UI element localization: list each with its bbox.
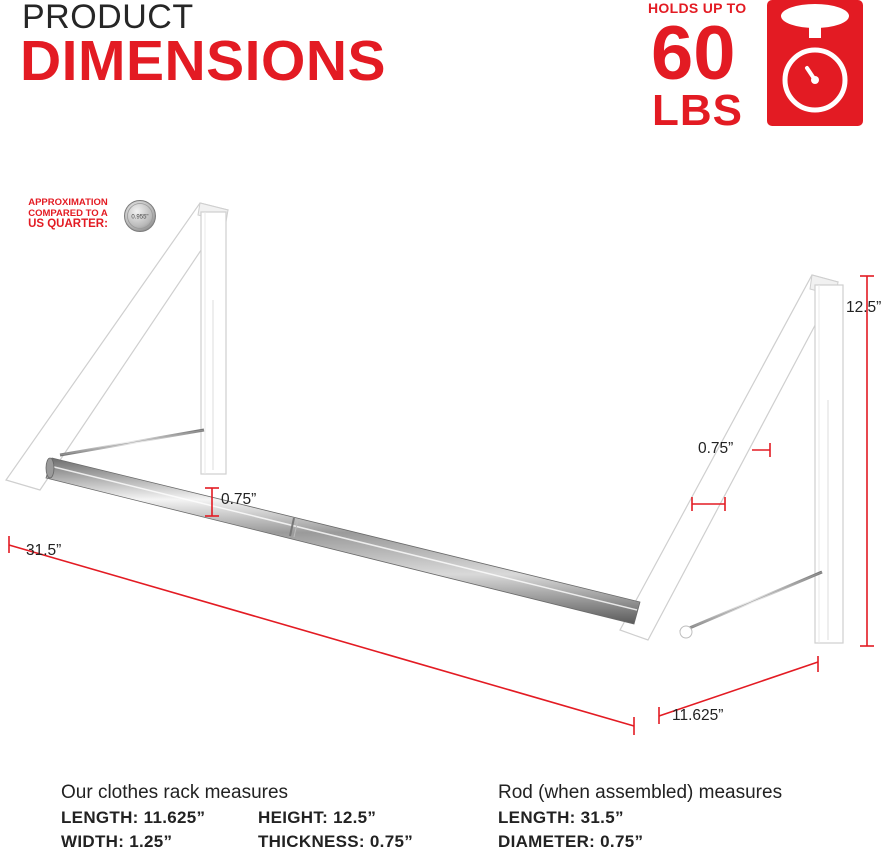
bracket-length-label: 11.625”: [672, 707, 724, 724]
bracket-thickness-label: 0.75”: [698, 440, 734, 457]
rod-length-label: 31.5”: [26, 542, 62, 559]
rack-length-spec: LENGTH: 11.625”: [61, 808, 206, 827]
quarter-note-line1: APPROXIMATION: [28, 197, 108, 208]
rack-height-spec: HEIGHT: 12.5”: [258, 808, 377, 827]
rack-thickness-spec: THICKNESS: 0.75”: [258, 832, 414, 851]
rod-measures-title: Rod (when assembled) measures: [498, 782, 783, 803]
capacity-prefix: HOLDS UP TO: [648, 0, 747, 16]
quarter-note-line2: COMPARED TO A: [28, 207, 108, 219]
quarter-note-line3: US QUARTER:: [28, 218, 108, 230]
rod-length-spec: LENGTH: 31.5”: [498, 808, 624, 827]
rack-measures-title: Our clothes rack measures: [61, 782, 289, 803]
rod-diameter-spec: DIAMETER: 0.75”: [498, 832, 644, 851]
header-title-line2: DIMENSIONS: [20, 29, 387, 93]
capacity-value: 60: [651, 11, 736, 96]
left-bracket: [6, 203, 228, 490]
header-title-line1: PRODUCT: [22, 0, 194, 36]
dimension-lines: [9, 276, 874, 735]
rack-width-spec: WIDTH: 1.25”: [61, 832, 173, 851]
right-bracket: [620, 275, 843, 643]
height-label: 12.5”: [846, 299, 882, 316]
rod-diameter-label: 0.75”: [221, 491, 257, 508]
capacity-unit: LBS: [652, 86, 743, 135]
coin-label: 0.955": [131, 214, 149, 221]
hanging-rod: [46, 458, 640, 624]
